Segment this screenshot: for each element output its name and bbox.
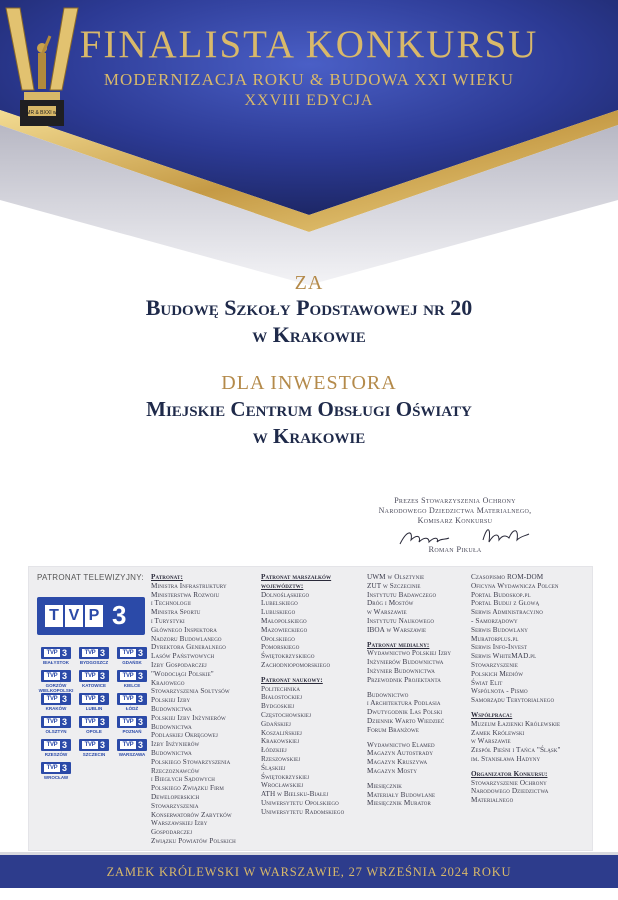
- tvp-mark: TVP: [120, 718, 136, 726]
- patron-item: Stowarzyszenia: [151, 801, 199, 810]
- patron-item: Rzeszowskiej: [261, 754, 301, 763]
- patronage-column-3: [367, 573, 472, 808]
- regional-tvp-logo: [117, 647, 147, 659]
- tvp-mark-number: 3: [100, 671, 106, 681]
- patron-item: Miesięcznik: [367, 781, 402, 790]
- patron-item: IBOA w Warszawie: [367, 625, 427, 634]
- regional-tv-city: GORZÓW WIELKOPOLSKI: [38, 683, 74, 693]
- tvp-mark: TVP: [120, 741, 136, 749]
- regional-tvp-logo: [117, 716, 147, 728]
- regional-tv-city: OLSZTYN: [45, 729, 67, 734]
- regional-tv-city: KATOWICE: [81, 683, 107, 688]
- patron-item: Warszawskiej Izby: [151, 819, 208, 828]
- tvp-letter-t: T: [45, 605, 63, 627]
- patron-item: Dróg i Mostów: [367, 599, 414, 608]
- tvp-mark: TVP: [44, 672, 60, 680]
- patron-item: Budownictwa: [151, 722, 192, 731]
- patron-item: Mazowieckiego: [261, 625, 308, 634]
- tv-patronage-label: PATRONAT TELEWIZYJNY:: [37, 573, 144, 582]
- tvp-mark-number: 3: [62, 763, 68, 773]
- patron-item: Polskich Mediów: [471, 669, 524, 678]
- regional-tvp-logo: [41, 762, 71, 774]
- regional-tvp-logo: [79, 716, 109, 728]
- patron-item: Dyrektora Generalnego: [151, 643, 227, 652]
- patron-item: Materialnego: [471, 796, 514, 805]
- regional-tvp-logo: [117, 670, 147, 682]
- patron-item: Serwis WhiteMAD.pl: [471, 652, 537, 661]
- regional-tv-city: POZNAŃ: [122, 729, 142, 734]
- patron-item: Portal Budoskop.pl: [471, 590, 531, 599]
- patron-item: im. Stanisława Hadyny: [471, 754, 541, 763]
- patron-item: Wydawnictwo Polskiej Izby: [367, 649, 452, 658]
- tvp-mark: TVP: [44, 695, 60, 703]
- regional-tv-city: SZCZECIN: [82, 752, 106, 757]
- patron-item: Magazyn Mosty: [367, 766, 418, 775]
- header-title: FINALISTA KONKURSU: [79, 23, 539, 66]
- regional-tv-city: KRAKÓW: [45, 706, 67, 711]
- patron-item: Polskiego Związku Firm: [151, 784, 224, 793]
- header-edition: XXVIII EDYCJA: [244, 92, 374, 109]
- tvp-mark-number: 3: [62, 717, 68, 727]
- patron-item: Samorządu Terytorialnego: [471, 696, 555, 705]
- patron-item: Deweloperskich: [151, 792, 200, 801]
- patron-item: Serwis Administracyjno: [471, 608, 543, 617]
- tvp-mark-number: 3: [62, 694, 68, 704]
- patron-item: Dwutygodnik Las Polski: [367, 708, 443, 717]
- tvp-mark: TVP: [82, 718, 98, 726]
- regional-tvp-logo: [79, 693, 109, 705]
- regional-tvp-logo: [41, 647, 71, 659]
- patron-item: Izby Inżynierów: [151, 740, 200, 749]
- tvp-mark: TVP: [82, 695, 98, 703]
- regional-tv-city: GDAŃSK: [122, 660, 142, 665]
- patron-item: Świętokrzyskiego: [261, 652, 315, 661]
- patron-item: i Turystyki: [151, 616, 185, 625]
- patron-item: Inżynier Budownictwa: [367, 666, 435, 675]
- patron-item: Uniwersytetu Radomskiego: [261, 807, 345, 816]
- patron-item: w Warszawie: [471, 737, 511, 746]
- patron-item: Narodowego Dziedzictwa: [471, 787, 549, 796]
- patron-item: Stowarzyszenie Ochrony: [471, 778, 547, 787]
- patron-item: Łódzkiej: [261, 746, 287, 755]
- trophy-icon: [0, 0, 84, 140]
- patron-item: Głównego Inspektora: [151, 625, 217, 634]
- patron-item: Budownictwa: [151, 748, 192, 757]
- patron-item: - Samorządowy: [471, 616, 518, 625]
- col2-heading-2: Patronat naukowy:: [261, 675, 323, 684]
- col2-heading-1b: województw:: [261, 581, 304, 590]
- regional-tv-city: WROCŁAW: [43, 775, 69, 780]
- patron-item: Stowarzyszenia Sołtysów: [151, 687, 230, 696]
- regional-tvp-logo: [79, 670, 109, 682]
- patron-item: Oficyna Wydawnicza Polcen: [471, 581, 559, 590]
- footer-location-date: ZAMEK KRÓLEWSKI W WARSZAWIE, 27 WRZEŚNIA 2024 ROKU: [106, 865, 512, 879]
- tvp-mark-number: 3: [62, 740, 68, 750]
- patron-item: Instytutu Naukowego: [367, 616, 435, 625]
- patron-item: Konserwatorów Zabytków: [151, 810, 232, 819]
- patron-item: Polskiej Izby: [151, 696, 191, 705]
- regional-tv-city: BYDGOSZCZ: [79, 660, 109, 665]
- patron-item: UWM w Olsztynie: [367, 573, 425, 581]
- patron-item: Lubuskiego: [261, 608, 296, 617]
- patron-item: Forum Branżowe: [367, 725, 419, 734]
- col3-heading-2: Patronat medialny:: [367, 640, 430, 649]
- patron-item: Dolnośląskiego: [261, 590, 310, 599]
- patron-item: Bydgoskiej: [261, 702, 295, 711]
- patron-item: Wrocławskiej: [261, 781, 304, 790]
- tvp-mark: TVP: [44, 764, 60, 772]
- patron-item: Zespół Pieśni i Tańca "Śląsk": [471, 746, 561, 755]
- tvp-mark-number: 3: [100, 740, 106, 750]
- patron-item: ZUT w Szczecinie: [367, 581, 421, 590]
- col4-heading-2: Współpraca:: [471, 710, 513, 719]
- patron-item: w Warszawie: [367, 608, 407, 617]
- regional-tv-city: WARSZAWA: [118, 752, 146, 757]
- regional-tvp-logo: [41, 739, 71, 751]
- regional-tv-city: RZESZÓW: [44, 752, 68, 757]
- tvp-mark: TVP: [82, 741, 98, 749]
- regional-tvp-logo: [41, 670, 71, 682]
- patron-item: Wydawnictwo Elamed: [367, 740, 435, 749]
- patron-item: Przewodnik Projektanta: [367, 675, 441, 684]
- signatory-name: Roman Pikuła: [428, 544, 482, 554]
- tvp-mark-number: 3: [100, 717, 106, 727]
- patron-item: Izby Gospodarczej: [151, 660, 207, 669]
- patron-item: Zachodniopomorskiego: [261, 660, 331, 669]
- patron-item: i Biegłych Sądowych: [151, 775, 215, 784]
- tvp-mark-number: 3: [138, 740, 144, 750]
- regional-tvp-logo: [79, 647, 109, 659]
- patron-item: Małopolskiego: [261, 616, 307, 625]
- patron-item: Czasopismo ROM-DOM: [471, 573, 544, 581]
- patron-item: Instytutu Badawczego: [367, 590, 437, 599]
- tvp-mark: TVP: [44, 741, 60, 749]
- investor-line-2: w Krakowie: [252, 424, 366, 448]
- tvp-mark: TVP: [82, 672, 98, 680]
- signatory-line-3: Komisarz Konkursu: [417, 516, 493, 525]
- project-line-2: w Krakowie: [252, 322, 366, 347]
- patron-item: Opolskiego: [261, 634, 295, 643]
- certificate-header: [0, 0, 618, 285]
- patronage-column-2: [261, 573, 366, 817]
- patron-item: Świętokrzyskiej: [261, 772, 310, 781]
- tvp3-logo: [37, 597, 145, 635]
- tvp-mark: TVP: [82, 649, 98, 657]
- tvp-mark: TVP: [120, 695, 136, 703]
- patron-item: Podlaskiej Okręgowej: [151, 731, 218, 740]
- regional-tvp-logo: [41, 716, 71, 728]
- tvp-mark: TVP: [120, 649, 136, 657]
- trophy-label: MR & BXXI w.: [26, 110, 58, 116]
- patron-item: Gdańskiej: [261, 719, 291, 728]
- patron-item: Lasów Państwowych: [151, 652, 215, 661]
- award-for-label: ZA: [294, 272, 324, 294]
- tvp-mark-number: 3: [100, 648, 106, 658]
- patron-item: ATH w Bielsku-Białej: [261, 790, 329, 799]
- patron-item: Inżynierów Budownictwa: [367, 658, 444, 667]
- tvp-mark-number: 3: [138, 717, 144, 727]
- patron-item: Magazyn Autostrady: [367, 749, 434, 758]
- signatory-line-1: Prezes Stowarzyszenia Ochrony: [394, 496, 516, 505]
- investor-label: DLA INWESTORA: [221, 372, 397, 394]
- patron-item: Wspólnota - Pismo: [471, 687, 528, 696]
- patron-item: Świat Elit: [471, 678, 503, 687]
- tvp-mark-number: 3: [138, 648, 144, 658]
- tvp-mark-number: 3: [100, 694, 106, 704]
- patron-item: Uniwersytetu Opolskiego: [261, 798, 339, 807]
- patron-item: Pomorskiego: [261, 643, 300, 652]
- col2-heading-1: Patronat marszałków: [261, 573, 332, 581]
- regional-tvp-logo: [79, 739, 109, 751]
- header-subtitle: MODERNIZACJA ROKU & BUDOWA XXI WIEKU: [103, 70, 515, 89]
- tvp-letter-v: V: [65, 605, 83, 627]
- patron-item: Serwis Info-Invest: [471, 643, 528, 652]
- patron-item: Muratorplus.pl: [471, 634, 519, 643]
- col4-heading-3: Organizator Konkursu:: [471, 769, 548, 778]
- tvp-number: 3: [112, 600, 127, 630]
- patron-item: Ministerstwa Rozwoju: [151, 590, 220, 599]
- regional-tv-city: BIAŁYSTOK: [43, 660, 69, 665]
- investor-name: [0, 396, 618, 450]
- patron-item: Budownictwo: [367, 690, 409, 699]
- tvp-mark: TVP: [44, 718, 60, 726]
- patron-item: Rzeczoznawców: [151, 766, 200, 775]
- patron-item: Serwis Budowlany: [471, 625, 528, 634]
- certificate-footer: [0, 855, 618, 888]
- tvp-mark-number: 3: [138, 694, 144, 704]
- patron-item: Zamek Królewski: [471, 728, 525, 737]
- patron-item: Dziennik Warto Wiedzieć: [367, 716, 445, 725]
- signatory-line-2: Narodowego Dziedzictwa Materialnego,: [378, 506, 532, 515]
- patron-item: Magazyn Kruszywa: [367, 758, 428, 767]
- regional-tvp-logo: [117, 693, 147, 705]
- handwritten-signature: [395, 522, 535, 552]
- patron-item: Krajowego: [151, 678, 185, 687]
- patron-item: Materiały Budowlane: [367, 790, 436, 799]
- patron-item: Politechnika: [261, 684, 301, 693]
- patron-item: Polskiego Stowarzyszenia: [151, 757, 231, 766]
- patron-item: Ministra Sportu: [151, 608, 201, 617]
- tvp-mark-number: 3: [138, 671, 144, 681]
- patron-item: Białostockiej: [261, 693, 303, 702]
- patron-item: Muzeum Łazienki Królewskie: [471, 719, 561, 728]
- patron-item: Gospodarczej: [151, 828, 193, 837]
- patron-item: Częstochowskiej: [261, 710, 312, 719]
- investor-line-1: Miejskie Centrum Obsługi Oświaty: [146, 397, 472, 421]
- patron-item: Koszalińskiej: [261, 728, 302, 737]
- patron-item: Portal Buduj z Głową: [471, 599, 540, 608]
- patron-item: Lubelskiego: [261, 599, 298, 608]
- tvp-mark-number: 3: [62, 648, 68, 658]
- regional-tv-city: LUBLIN: [85, 706, 103, 711]
- project-line-1: Budowę Szkoły Podstawowej nr 20: [145, 295, 473, 320]
- tvp-mark: TVP: [120, 672, 136, 680]
- patron-item: Śląskiej: [261, 763, 286, 772]
- patron-item: Ministra Infrastruktury: [151, 581, 227, 590]
- regional-tvp-logo: [41, 693, 71, 705]
- regional-tv-city: ŁÓDŹ: [125, 706, 139, 711]
- patronage-column-4: [471, 573, 593, 805]
- patron-item: Budownictwa: [151, 704, 192, 713]
- patron-item: Nadzoru Budowlanego: [151, 634, 222, 643]
- patron-item: Polskiej Izby Inżynierów: [151, 713, 226, 722]
- patronage-column-1: [151, 573, 261, 846]
- patron-item: Miesięcznik Murator: [367, 799, 431, 808]
- tvp-mark: TVP: [44, 649, 60, 657]
- col1-heading: Patronat:: [151, 573, 183, 581]
- regional-tvp-logo: [117, 739, 147, 751]
- tvp-letter-p: P: [85, 605, 103, 627]
- project-name: [0, 294, 618, 348]
- patron-item: Krakowskiej: [261, 737, 300, 746]
- patron-item: "Wodociągi Polskie": [151, 669, 214, 678]
- tvp-mark-number: 3: [62, 671, 68, 681]
- patron-item: Stowarzyszenie: [471, 660, 518, 669]
- regional-tv-city: OPOLE: [86, 729, 102, 734]
- patronage-panel: [28, 566, 593, 851]
- patron-item: i Technologii: [151, 599, 191, 608]
- patron-item: Związku Powiatów Polskich: [151, 836, 236, 845]
- regional-tv-city: KIELCE: [123, 683, 141, 688]
- patron-item: i Architektura Podlasia: [367, 699, 441, 708]
